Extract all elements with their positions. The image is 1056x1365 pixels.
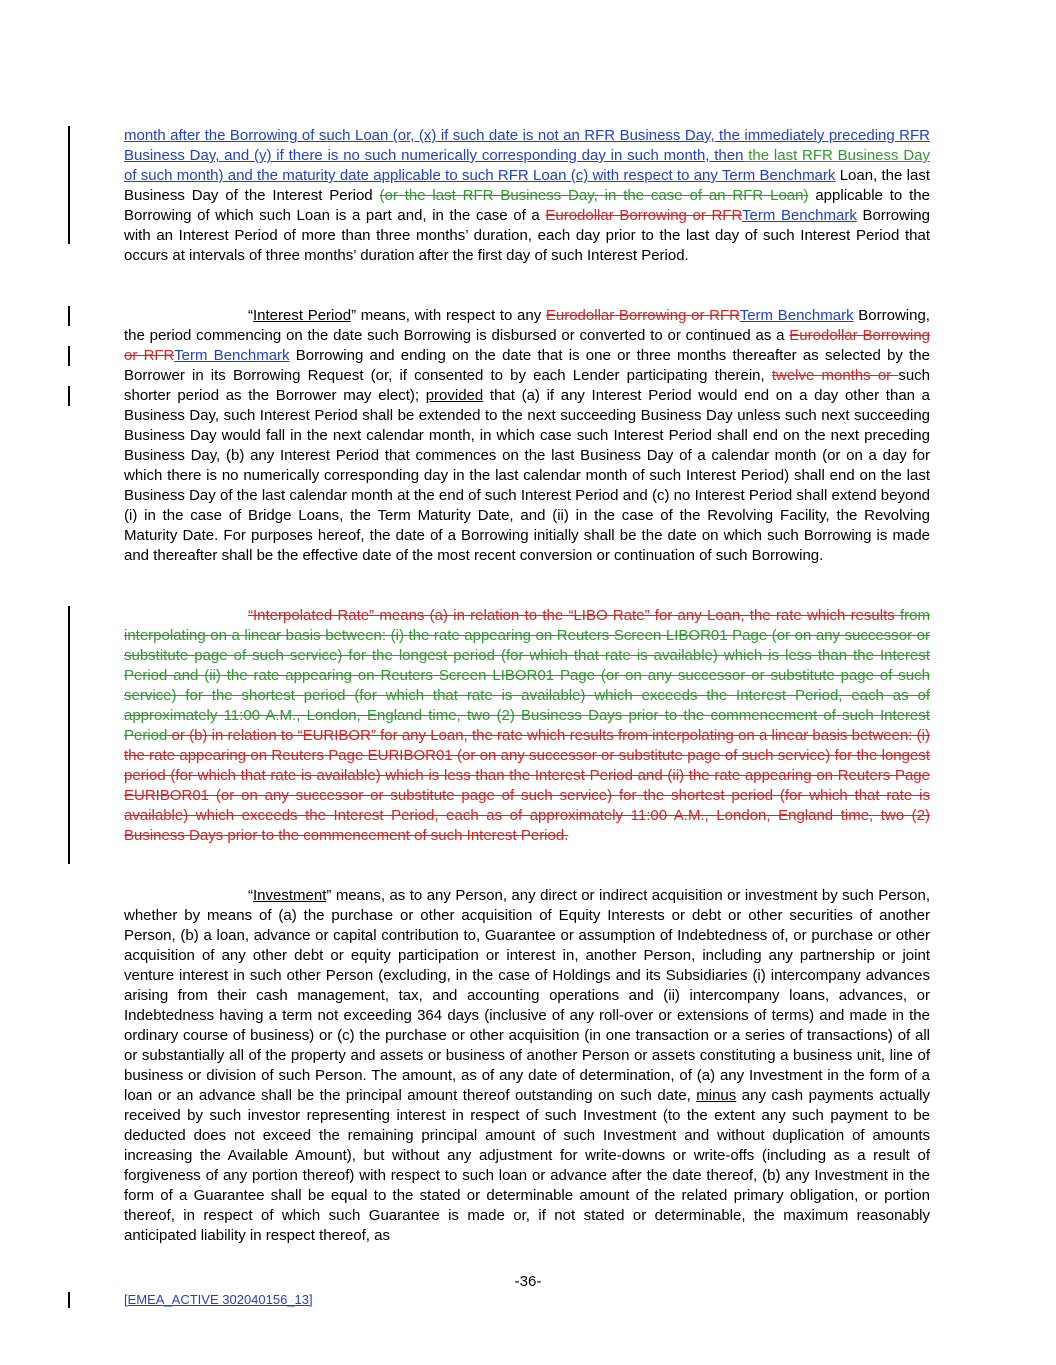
provided-term: provided [425,387,484,404]
body-text: Loan, the last Business Day of the Interest Period [124,167,931,204]
body-text: such shorter period as the Borrower may elect); [124,367,930,404]
deleted-text: Eurodollar Borrowing or RFR [545,307,740,324]
body-text: Borrowing, the period commencing on the date such Borrowing is disbursed or converted to or continued as a [124,307,930,344]
body-text: that (a) if any Interest Period would end on a day other than a Business Day, such Interest Period shall be extended to the next succeeding Business Day unless such next succeeding Business Day would fall in the next calendar month, in which case such Interest Period shall end on the next preceding Business Day, (b) any Interest Period that commences on the last Business Day of a calendar month (or on a day for which there is no numerically corresponding day in the last calendar month of such Interest Period) shall end on the last Business Day of the last calendar month at the end of such Interest Period and (c) no Interest Period shall extend beyond (i) in the case of Bridge Loans, the Term Maturity Date, and (ii) in the case of the Revolving Facility, the Revolving Maturity Date. For purposes hereof, the date of a Borrowing initially shall be the date on which such Borrowing is made and thereafter shall be the effective date of the most recent conversion or continuation of such Borrowing. [124,387,930,564]
body-text: Borrowing with an Interest Period of more than three months’ duration, each day prior to the last day of such Interest Period that occurs at intervals of three months’ duration after the first day of such Interest Period. [124,207,930,264]
inserted-text-green: the last RFR Business Day [743,147,930,164]
deleted-text-green: from interpolating on a linear basis between: (i) the rate appearing on Reuters Screen LIBOR01 Page (or on any successor or substitute page of such service) for the longest period (for which that rate is available) which is less than the Interest Period and (ii) the rate appearing on Reuters Screen LIBOR01 Page (or on any successor or substitute page of such service) for the shortest period (for which that rate is available) which exceeds the Interest Period, each as of approximately 11:00 A.M., London, England time, two (2) Business Days prior to the commencement of such Interest Period [124,607,930,744]
change-bar [68,306,70,326]
deleted-text: “Interpolated Rate” means (a) in relation to the “LIBO Rate” for any Loan, the rate which results [248,607,895,624]
deleted-text: Eurodollar Borrowing or RFR [545,207,743,224]
quote-mark: “ [248,307,253,324]
defined-term: Interest Period [253,307,352,324]
deleted-text: or (b) in relation to “EURIBOR” for any Loan, the rate which results from interpolating on a linear basis between: (i) the rate appearing on Reuters Page EURIBOR01 (or on any successor or substitute page of such service) for the longest period (for which that rate is available) which is less than the Interest Period and (ii) the rate appearing on Reuters Page EURIBOR01 (or on any successor or substitute page of such service) for the shortest period (for which that rate is available) which exceeds the Interest Period, each as of approximately 11:00 A.M., London, England time, two (2) Business Days prior to the commencement of such Interest Period. [124,727,930,844]
change-bar [68,126,70,244]
body-text: ” means, with respect to any [351,307,546,324]
change-bar [68,386,70,406]
deleted-text: Eurodollar Borrowing or RFR [124,327,930,364]
body-text: Borrowing and ending on the date that is one or three months thereafter as selected by the Borrower in its Borrowing Request (or, if consented to by each Lender participating therein, [124,347,930,384]
body-text: any cash payments actually received by such investor representing interest in respect of such Investment (to the extent any such payment to be deducted does not exceed the remaining principal amount of such Investment and without duplication of amounts increasing the Available Amount), but without any adjustment for write-downs or write-offs (including as a result of forgiveness of any portion thereof) with respect to such loan or advance after the date thereof, (b) any Investment in the form of a Guarantee shall be equal to the stated or determinable amount of the related primary obligation, or portion thereof, in respect of which such Guarantee is made or, if not stated or determinable, the maximum reasonably anticipated liability in respect thereof, as [124,1087,930,1244]
body-text: ” means, as to any Person, any direct or indirect acquisition or investment by such Person, whether by means of (a) the purchase or other acquisition of Equity Interests or debt or other securities of another Person, (b) a loan, advance or capital contribution to, Guarantee or assumption of Indebtedness of, or purchase or other acquisition of any other debt or equity participation or interest in, another Person, including any partnership or joint venture interest in such other Person (excluding, in the case of Holdings and its Subsidiaries (i) intercompany advances arising from their cash management, tax, and accounting operations and (ii) intercompany loans, advances, or Indebtedness having a term not exceeding 364 days (inclusive of any roll-over or extensions of terms) and made in the ordinary course of business) or (c) the purchase or other acquisition (in one transaction or a series of transactions) of all or substantially all of the property and assets or business of another Person or assets constituting a business unit, line of business or division of such Person. The amount, as of any date of determination, of (a) any Investment in the form of a loan or an advance shall be the principal amount thereof outstanding on such date, [124,887,930,1104]
page-number: -36- [514,1273,542,1290]
definition-interpolated-rate-deleted [124,606,930,846]
body-text: applicable to the Borrowing of which such Loan is a part and, in the case of a [124,187,930,224]
change-bar [68,606,70,864]
inserted-text: Term Benchmark [174,347,290,364]
inserted-text: month after the Borrowing of such Loan (or, (x) if such date is not an RFR Business Day, the immediately preceding RFR Business Day, and (y) if there is no such numerically corresponding day in such month, then [124,127,930,164]
inserted-text: Term Benchmark [742,207,857,224]
quote-mark: “ [248,887,253,904]
deleted-text: twelve months or [771,367,899,384]
defined-term: Investment [253,887,327,904]
definition-interest-period [124,306,930,566]
inserted-text: Term Benchmark [739,307,854,324]
footer-document-reference: [EMEA_ACTIVE 302040156_13] [124,1292,313,1307]
change-bar [68,346,70,366]
definition-investment [124,886,930,1246]
change-bar [68,1292,70,1308]
minus-term: minus [696,1087,737,1104]
deleted-text-green: (or the last RFR Business Day, in the case of an RFR Loan) [379,187,809,204]
paragraph-interest-payment-date-continued [124,126,930,266]
inserted-text: of such month) and the maturity date applicable to such RFR Loan (c) with respect to any Term Benchmark [124,167,836,184]
